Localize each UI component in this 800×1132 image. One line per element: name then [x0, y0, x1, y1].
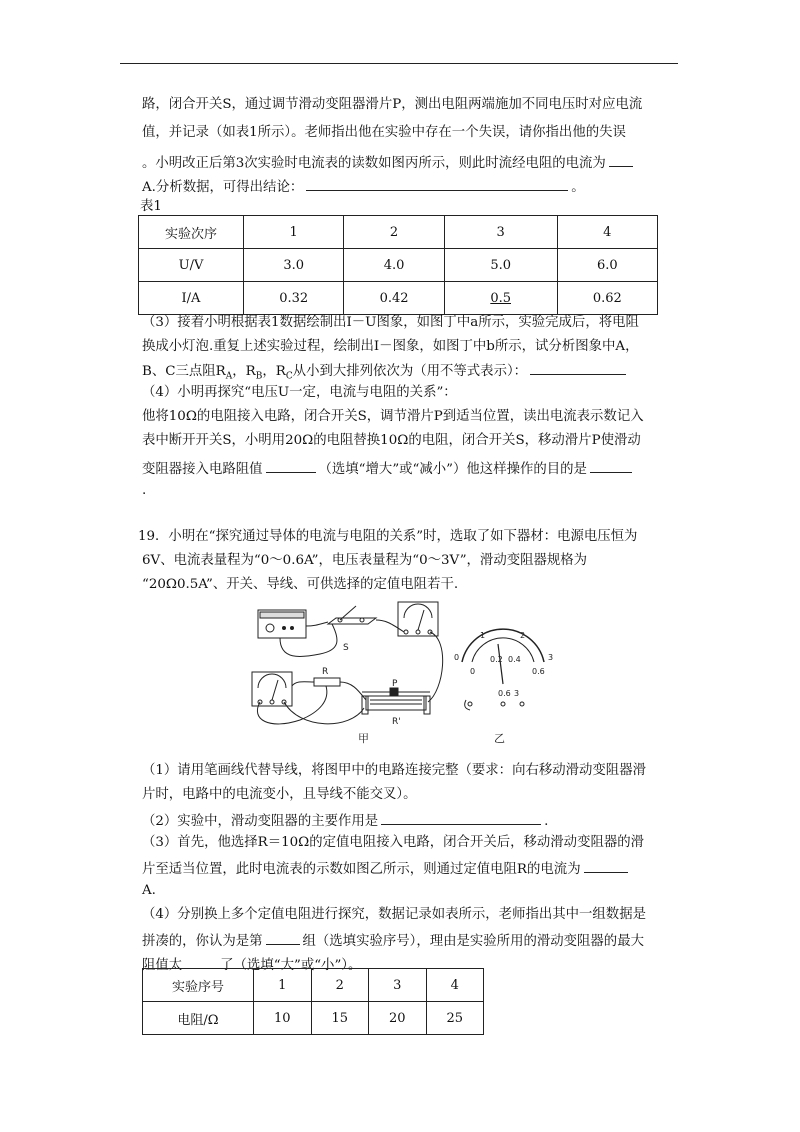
answer-blank[interactable]	[185, 954, 217, 969]
q18-line1: 路，闭合开关S，通过调节滑动变阻器滑片P，测出电阻两端施加不同电压时对应电流	[142, 97, 643, 112]
q18-part4-line2: 他将10Ω的电阻接入电路，闭合开关S，调节滑片P到适当位置，读出电流表示数记入	[142, 409, 644, 424]
q19-part4-line1: （4）分别换上多个定值电阻进行探究，数据记录如表所示，老师指出其中一组数据是	[142, 907, 646, 922]
q18-part4-line3: 表中断开开关S，小明用20Ω的电阻替换10Ω的电阻，闭合开关S，移动滑片P使滑动	[142, 433, 641, 448]
q19-part3-line3: A.	[142, 883, 156, 898]
figure-label-jia: 甲	[358, 732, 369, 745]
q19-line2: 6V、电流表量程为“0～0.6A”，电压表量程为“0～3V”，滑动变阻器规格为	[142, 553, 588, 568]
q19-part4-line2: 拼凑的，你认为是第 组（选填实验序号），理由是实验所用的滑动变阻器的最大	[142, 930, 644, 951]
dial-label: 0.2	[490, 655, 503, 664]
answer-blank[interactable]	[584, 858, 628, 873]
q18-line3: 。小明改正后第3次实验时电流表的读数如图丙所示，则此时流经电阻的电流为	[142, 152, 636, 173]
underlined-value: 0.5	[490, 290, 511, 306]
q18-line4: A.分析数据，可得出结论： 。	[142, 176, 585, 197]
rheostat-icon	[362, 688, 430, 714]
dial-label: 0	[454, 653, 460, 662]
q18-part4-line1: （4）小明再探究“电压U一定，电流与电阻的关系”：	[142, 385, 457, 400]
answer-blank[interactable]	[381, 810, 541, 825]
rheostat-label: R'	[392, 717, 401, 727]
q18-line2: 值，并记录（如表1所示）。老师指出他在实验中存在一个失误，请你指出他的失误	[142, 125, 626, 140]
q18-part4-line4: 变阻器接入电路阻值 （选填“增大”或“减小”）他这样操作的目的是	[142, 458, 635, 479]
header-rule	[120, 63, 678, 64]
table-row: 电阻/Ω 10 15 20 25	[143, 1002, 484, 1035]
table-row: 实验序号 1 2 3 4	[143, 969, 484, 1002]
dial-label: 3	[548, 653, 554, 662]
q18-part4-line5: .	[142, 483, 147, 498]
q18-part3-line2: 换成小灯泡.重复上述实验过程，绘制出I－图象，如图丁中b所示，试分析图象中A，	[142, 339, 639, 354]
dial-label: 2	[520, 631, 526, 640]
dial-label: 0.6	[498, 689, 511, 698]
dial-label: 0.4	[508, 655, 521, 664]
q19-part1-line1: （1）请用笔画线代替导线，将图甲中的电路连接完整（要求：向右移动滑动变阻器滑	[142, 763, 646, 778]
figure-label-yi: 乙	[494, 732, 505, 745]
table2	[142, 968, 484, 1035]
table1-caption: 表1	[140, 199, 162, 214]
q19-part3-line2: 片至适当位置，此时电流表的示数如图乙所示，则通过定值电阻R的电流为	[142, 858, 631, 879]
answer-blank[interactable]	[266, 930, 300, 945]
q19-part4-line3: 阻值太 了（选填“大”或“小”）。	[142, 954, 361, 975]
circuit-figure	[240, 600, 600, 750]
table-row: U/V 3.0 4.0 5.0 6.0	[139, 249, 658, 282]
answer-blank[interactable]	[306, 176, 568, 191]
table1	[138, 215, 658, 315]
answer-blank[interactable]	[530, 360, 626, 375]
resistor-icon	[314, 678, 340, 686]
q18-part3-line1: （3）接着小明根据表1数据绘制出I－U图象，如图丁中a所示，实验完成后，将电阻	[142, 315, 639, 330]
switch-label: S	[343, 643, 349, 653]
voltmeter-icon	[252, 672, 292, 706]
resistor-label: R	[322, 667, 329, 677]
dial-label: 0	[470, 667, 476, 676]
answer-blank[interactable]	[266, 458, 316, 473]
q19-part3-line1: （3）首先，他选择R＝10Ω的定值电阻接入电路，闭合开关后，移动滑动变阻器的滑	[142, 835, 645, 850]
dial-label: 1	[480, 631, 486, 640]
answer-blank[interactable]	[609, 152, 633, 167]
q18-part3-line3: B、C三点阻$R_A$，$R_B$，$R_C$从小到大排列依次为（用不等式表示）：	[142, 360, 629, 386]
slider-label: P	[392, 679, 398, 689]
switch-icon	[328, 606, 376, 624]
q19-line1: 19．小明在“探究通过导体的电流与电阻的关系”时，选取了如下器材：电源电压恒为	[138, 529, 638, 544]
q19-part1-line2: 片时，电路中的电流变小，且导线不能交叉）。	[142, 787, 417, 802]
dial-label: 3	[514, 689, 520, 698]
q19-line3: “20Ω0.5A”、开关、导线、可供选择的定值电阻若干.	[142, 577, 459, 592]
dial-label: 0.6	[532, 667, 545, 676]
table-row: I/A 0.32 0.42 0.5 0.62	[139, 282, 658, 315]
ammeter-icon	[398, 602, 438, 636]
q19-part2-line1: （2）实验中，滑动变阻器的主要作用是 .	[142, 810, 548, 831]
table-row: 实验次序 1 2 3 4	[139, 216, 658, 249]
answer-blank[interactable]	[590, 458, 632, 473]
power-supply-icon	[258, 610, 306, 638]
